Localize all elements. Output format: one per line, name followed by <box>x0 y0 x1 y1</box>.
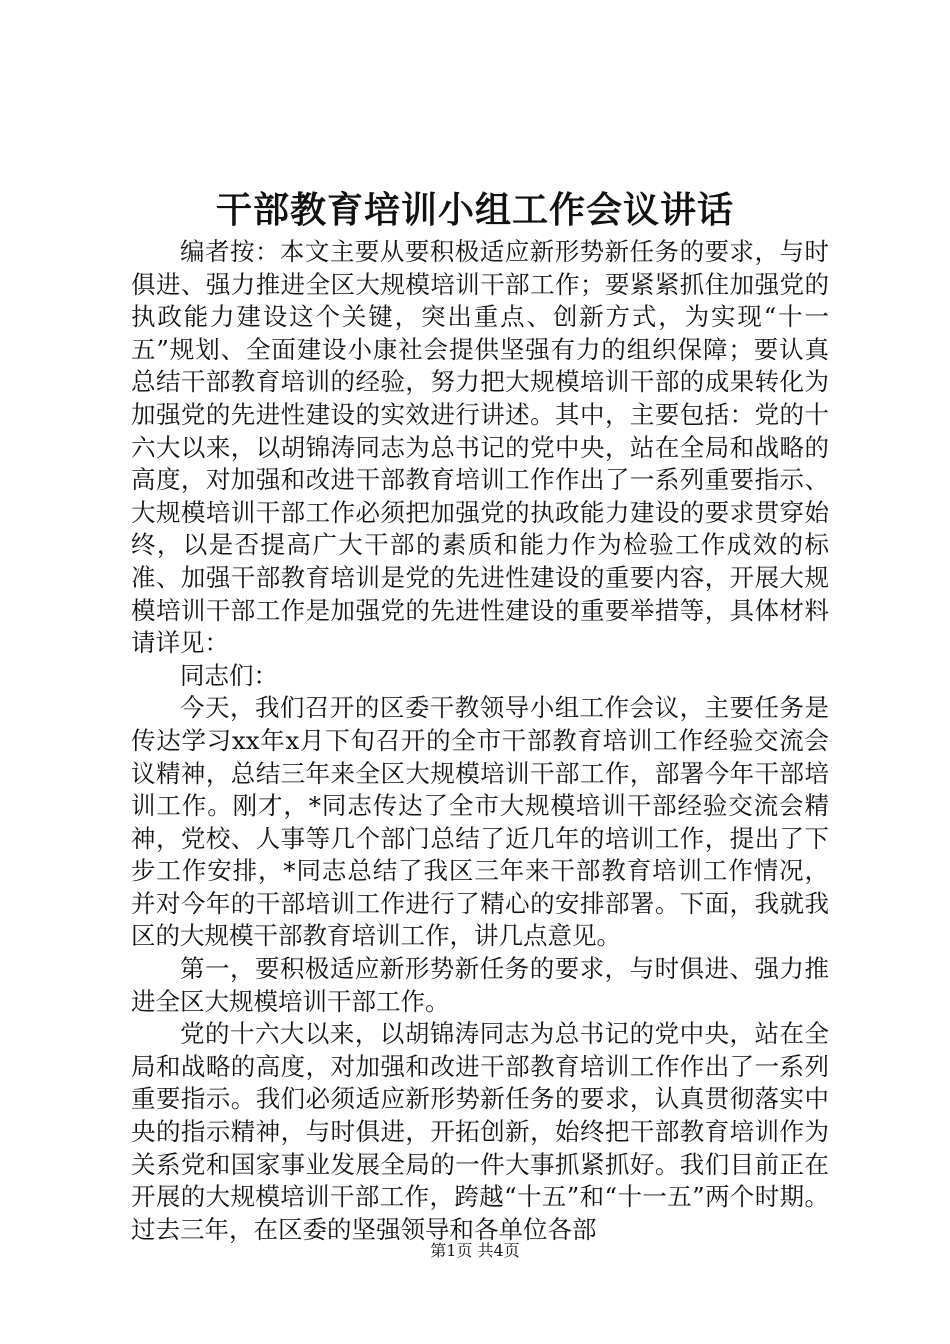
page-number-footer: 第1页 共4页 <box>430 1241 520 1260</box>
document-body <box>131 236 829 1246</box>
editor-note-paragraph: 编者按：本文主要从要积极适应新形势新任务的要求，与时俱进、强力推进全区大规模培训干部工作；要紧紧抓住加强党的执政能力建设这个关键，突出重点、创新方式，为实现“十一五”规划、全面建设小康社会提供坚强有力的组织保障；要认真总结干部教育培训的经验，努力把大规模培训干部的成果转化为加强党的先进性建设的实效进行讲述。其中，主要包括：党的十六大以来，以胡锦涛同志为总书记的党中央，站在全局和战略的高度，对加强和改进干部教育培训工作作出了一系列重要指示、大规模培训干部工作必须把加强党的执政能力建设的要求贯穿始终，以是否提高广大干部的素质和能力作为检验工作成效的标准、加强干部教育培训是党的先进性建设的重要内容，开展大规模培训干部工作是加强党的先进性建设的重要举措等，具体材料请详见： <box>131 237 829 658</box>
document-title: 干部教育培训小组工作会议讲话 <box>215 189 734 231</box>
body-paragraph: 今天，我们召开的区委干教领导小组工作会议，主要任务是传达学习xx年x月下旬召开的全市干部教育培训工作经验交流会议精神，总结三年来全区大规模培训干部工作，部署今年干部培训工作。刚才，*同志传达了全市大规模培训干部经验交流会精神，党校、人事等几个部门总结了近几年的培训工作，提出了下步工作安排，*同志总结了我区三年来干部教育培训工作情况，并对今年的干部培训工作进行了精心的安排部署。下面，我就我区的大规模干部教育培训工作，讲几点意见。 <box>131 693 829 951</box>
salutation-paragraph: 同志们： <box>180 660 278 690</box>
body-paragraph: 党的十六大以来，以胡锦涛同志为总书记的党中央，站在全局和战略的高度，对加强和改进干部教育培训工作作出了一系列重要指示。我们必须适应新形势新任务的要求，认真贯彻落实中央的指示精神，与时俱进，开拓创新，始终把干部教育培训作为关系党和国家事业发展全局的一件大事抓紧抓好。我们目前正在开展的大规模培训干部工作，跨越“十五”和“十一五”两个时期。过去三年，在区委的坚强领导和各单位各部 <box>131 1019 829 1244</box>
section-heading-paragraph: 第一，要积极适应新形势新任务的要求，与时俱进、强力推进全区大规模培训干部工作。 <box>131 954 829 1016</box>
